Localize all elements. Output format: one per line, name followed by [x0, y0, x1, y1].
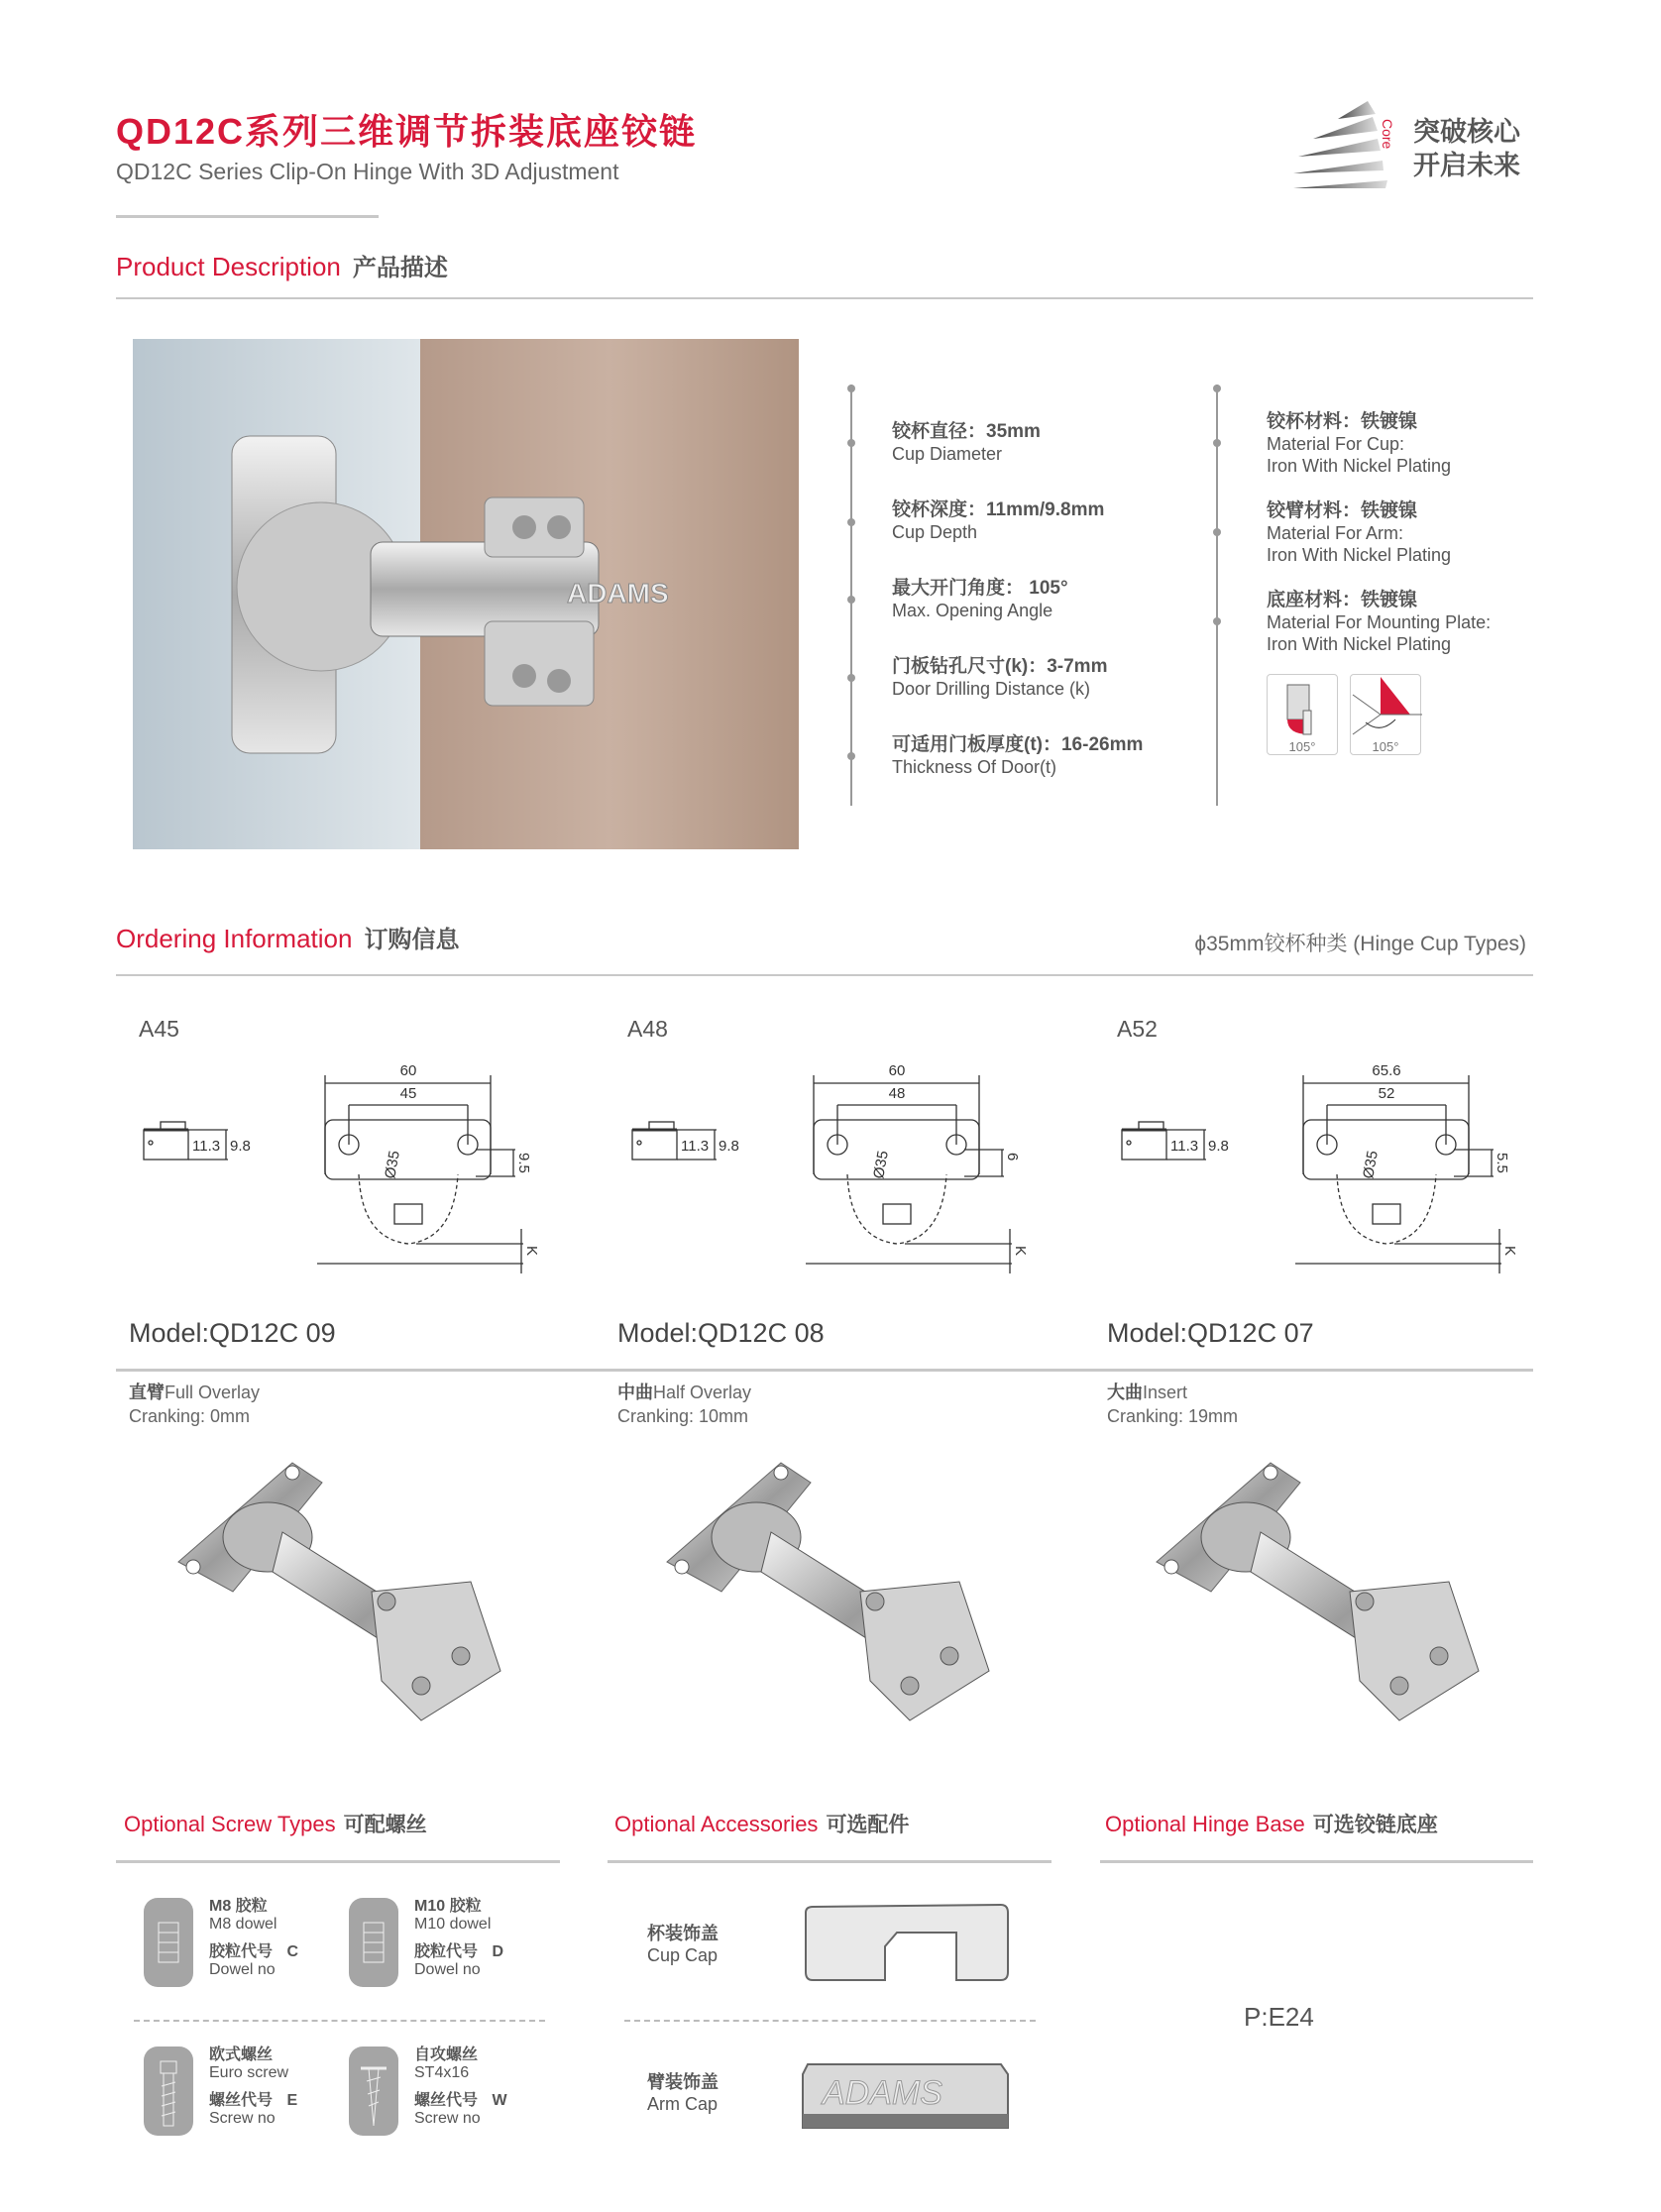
cup-type-name: A48: [627, 1016, 668, 1042]
spec-en: Material For Cup:: [1267, 434, 1405, 454]
spec-en: Material For Mounting Plate:: [1267, 612, 1492, 632]
code-cn: 胶粒代号: [414, 1943, 479, 1960]
dim-diameter: Ø35: [1360, 1149, 1382, 1180]
dashed-divider: [134, 2020, 545, 2022]
spec-en: Door Drilling Distance (k): [892, 679, 1091, 699]
section-heading-ordering: [116, 920, 459, 954]
spec-cn: 可适用门板厚度(t)：16-26mm: [892, 734, 1144, 755]
heading-en: Ordering Information: [116, 924, 353, 953]
screw-en: M8 dowel: [209, 1916, 277, 1933]
spec-en: Cup Depth: [892, 522, 978, 542]
spec-en: Iron With Nickel Plating: [1267, 634, 1452, 654]
spec-item: [1267, 406, 1604, 477]
cup-type-name: A45: [139, 1016, 179, 1042]
hinge-image: [1152, 1443, 1508, 1750]
code-en: Screw no: [209, 2110, 276, 2127]
cup-cap-image: [798, 1903, 1011, 1992]
model-type-cn: 中曲: [617, 1382, 653, 1402]
spec-en: Max. Opening Angle: [892, 601, 1053, 620]
dim-depth: 9.8: [230, 1138, 251, 1155]
code-en: Screw no: [414, 2110, 481, 2127]
page-number: P:E24: [1244, 2002, 1314, 2032]
cup-types-label: ϕ35mm铰杯种类 (Hinge Cup Types): [1194, 933, 1526, 955]
euro-screw-icon: [144, 2046, 193, 2136]
screw-item: [349, 2046, 547, 2136]
dim-outer: 60: [888, 1062, 906, 1079]
arm-cap-image: [798, 2056, 1011, 2141]
screw-en: ST4x16: [414, 2064, 470, 2081]
cup-dimension-drawing: [1117, 1026, 1533, 1257]
model-card: [1107, 1318, 1508, 1755]
section-heading-accessories: [614, 1809, 909, 1838]
dim-inner: 48: [888, 1085, 906, 1102]
code-value: D: [492, 1943, 504, 1960]
accessory-cn: 臂装饰盖: [647, 2072, 719, 2092]
page-subtitle: QD12C Series Clip-On Hinge With 3D Adjustment: [116, 159, 619, 184]
spec-item: [1267, 585, 1604, 655]
model-card: [617, 1318, 1019, 1755]
spec-cn: 铰杯直径：35mm: [892, 421, 1041, 442]
accessory-en: Arm Cap: [647, 2094, 719, 2114]
spec-item: [892, 495, 1229, 543]
code-cn: 螺丝代号: [209, 2092, 274, 2109]
divider: [116, 974, 1533, 976]
dim-k: K: [1501, 1246, 1518, 1257]
divider: [116, 1860, 560, 1863]
cup-dimension-drawing: [139, 1026, 555, 1257]
heading-en: Optional Hinge Base: [1105, 1812, 1305, 1836]
angle-label: 105°: [1288, 739, 1316, 754]
screw-en: M10 dowel: [414, 1916, 492, 1933]
spec-cn: 最大开门角度： 105°: [892, 578, 1068, 599]
dim-offset: 5.5: [1494, 1153, 1510, 1173]
dashed-divider: [624, 2020, 1036, 2022]
spec-item: [892, 416, 1229, 465]
heading-cn: 产品描述: [352, 255, 448, 281]
opening-angle-icon: [1350, 674, 1421, 755]
spec-en: Thickness Of Door(t): [892, 757, 1057, 777]
product-photo: [133, 339, 799, 849]
dim-depth: 11.3: [192, 1138, 221, 1155]
timeline-line: [1216, 385, 1218, 806]
screw-cn: M8 胶粒: [209, 1898, 268, 1915]
heading-en: Product Description: [116, 252, 341, 281]
spec-cn: 铰杯材料：铁镀镍: [1267, 411, 1418, 432]
spec-en: Cup Diameter: [892, 444, 1003, 464]
cup-dimension-drawing: [627, 1026, 1044, 1257]
dim-diameter: Ø35: [382, 1149, 403, 1180]
hinge-image: [173, 1443, 530, 1750]
code-cn: 螺丝代号: [414, 2092, 479, 2109]
spec-cn: 底座材料：铁镀镍: [1267, 590, 1418, 610]
model-title: Model:QD12C 09: [129, 1318, 336, 1348]
dim-k: K: [1012, 1246, 1029, 1257]
code-cn: 胶粒代号: [209, 1943, 274, 1960]
heading-cn: 订购信息: [364, 927, 460, 953]
section-heading-screws: [124, 1809, 427, 1838]
code-en: Dowel no: [414, 1961, 481, 1978]
dim-outer: 60: [399, 1062, 417, 1079]
heading-cn: 可选配件: [826, 1814, 910, 1836]
slogan-line: 突破核心: [1413, 117, 1520, 147]
timeline-line: [850, 385, 852, 806]
brand-embossing: ADAMS: [567, 578, 669, 608]
model-cranking: Cranking: 0mm: [129, 1406, 251, 1426]
section-heading-product-description: [116, 248, 448, 282]
spec-cn: 铰杯深度：11mm/9.8mm: [892, 499, 1105, 520]
dowel-icon: [144, 1898, 193, 1987]
spec-en: Iron With Nickel Plating: [1267, 545, 1452, 565]
spec-en: Material For Arm:: [1267, 523, 1404, 543]
dim-inner: 52: [1378, 1085, 1395, 1102]
dowel-icon: [349, 1898, 398, 1987]
hinge-image: [662, 1443, 1019, 1750]
section-heading-hinge-base: [1105, 1809, 1438, 1838]
heading-cn: 可配螺丝: [343, 1814, 427, 1836]
cup-type-name: A52: [1117, 1016, 1158, 1042]
model-cranking: Cranking: 10mm: [617, 1406, 749, 1426]
brand-logo: [1288, 99, 1546, 193]
model-type-cn: 直臂: [129, 1382, 165, 1402]
dim-depth: 9.8: [1208, 1138, 1229, 1155]
dim-depth: 9.8: [719, 1138, 739, 1155]
dim-inner: 45: [399, 1085, 417, 1102]
dim-diameter: Ø35: [870, 1149, 892, 1180]
code-value: W: [492, 2092, 507, 2109]
spec-item: [892, 573, 1229, 621]
spec-item: [892, 729, 1229, 778]
page-title: QD12C系列三维调节拆装底座铰链: [116, 111, 698, 152]
slogan-line: 开启未来: [1413, 151, 1520, 180]
spec-item: [892, 651, 1229, 700]
accessory-en: Cup Cap: [647, 1945, 719, 1965]
dim-depth: 11.3: [1170, 1138, 1199, 1155]
model-type-en: Full Overlay: [165, 1382, 261, 1402]
heading-en: Optional Screw Types: [124, 1812, 336, 1836]
accessory-cup-cap-label: [647, 1923, 719, 1966]
dim-outer: 65.6: [1372, 1062, 1401, 1079]
screw-item: [144, 1898, 342, 1987]
screw-en: Euro screw: [209, 2064, 289, 2081]
spec-cn: 门板钻孔尺寸(k)：3-7mm: [892, 656, 1108, 677]
door-angle-icon: [1267, 674, 1338, 755]
model-title: Model:QD12C 08: [617, 1318, 825, 1348]
screw-cn: 欧式螺丝: [209, 2046, 274, 2063]
code-en: Dowel no: [209, 1961, 276, 1978]
tapping-screw-icon: [349, 2046, 398, 2136]
spec-en: Iron With Nickel Plating: [1267, 456, 1452, 476]
accessory-arm-cap-label: [647, 2071, 719, 2115]
model-card: [129, 1318, 530, 1755]
model-type-en: Insert: [1143, 1382, 1188, 1402]
spec-item: [1267, 496, 1604, 566]
dim-k: K: [523, 1246, 540, 1257]
logo-word: Core: [1380, 119, 1395, 150]
dim-offset: 6: [1004, 1153, 1021, 1161]
model-type-en: Half Overlay: [653, 1382, 752, 1402]
model-type-cn: 大曲: [1107, 1382, 1143, 1402]
screw-item: [144, 2046, 342, 2136]
accessory-cn: 杯装饰盖: [647, 1924, 719, 1943]
screw-cn: 自攻螺丝: [414, 2046, 479, 2063]
cup-type-a48: [627, 1016, 1029, 1257]
code-value: C: [286, 1943, 299, 1960]
divider: [116, 297, 1533, 299]
spec-cn: 铰臂材料：铁镀镍: [1267, 500, 1418, 521]
dim-depth: 11.3: [681, 1138, 710, 1155]
divider: [116, 215, 379, 218]
dim-offset: 9.5: [515, 1153, 532, 1173]
heading-cn: 可选铰链底座: [1312, 1814, 1438, 1836]
cup-type-a45: [139, 1016, 540, 1257]
divider: [608, 1860, 1052, 1863]
cup-type-a52: [1117, 1016, 1518, 1257]
brand-embossing: ADAMS: [823, 2074, 942, 2112]
code-value: E: [286, 2092, 298, 2109]
model-title: Model:QD12C 07: [1107, 1318, 1314, 1348]
model-cranking: Cranking: 19mm: [1107, 1406, 1239, 1426]
screw-item: [349, 1898, 547, 1987]
heading-en: Optional Accessories: [614, 1812, 819, 1836]
screw-cn: M10 胶粒: [414, 1898, 482, 1915]
angle-label: 105°: [1372, 739, 1399, 754]
divider: [1100, 1860, 1533, 1863]
